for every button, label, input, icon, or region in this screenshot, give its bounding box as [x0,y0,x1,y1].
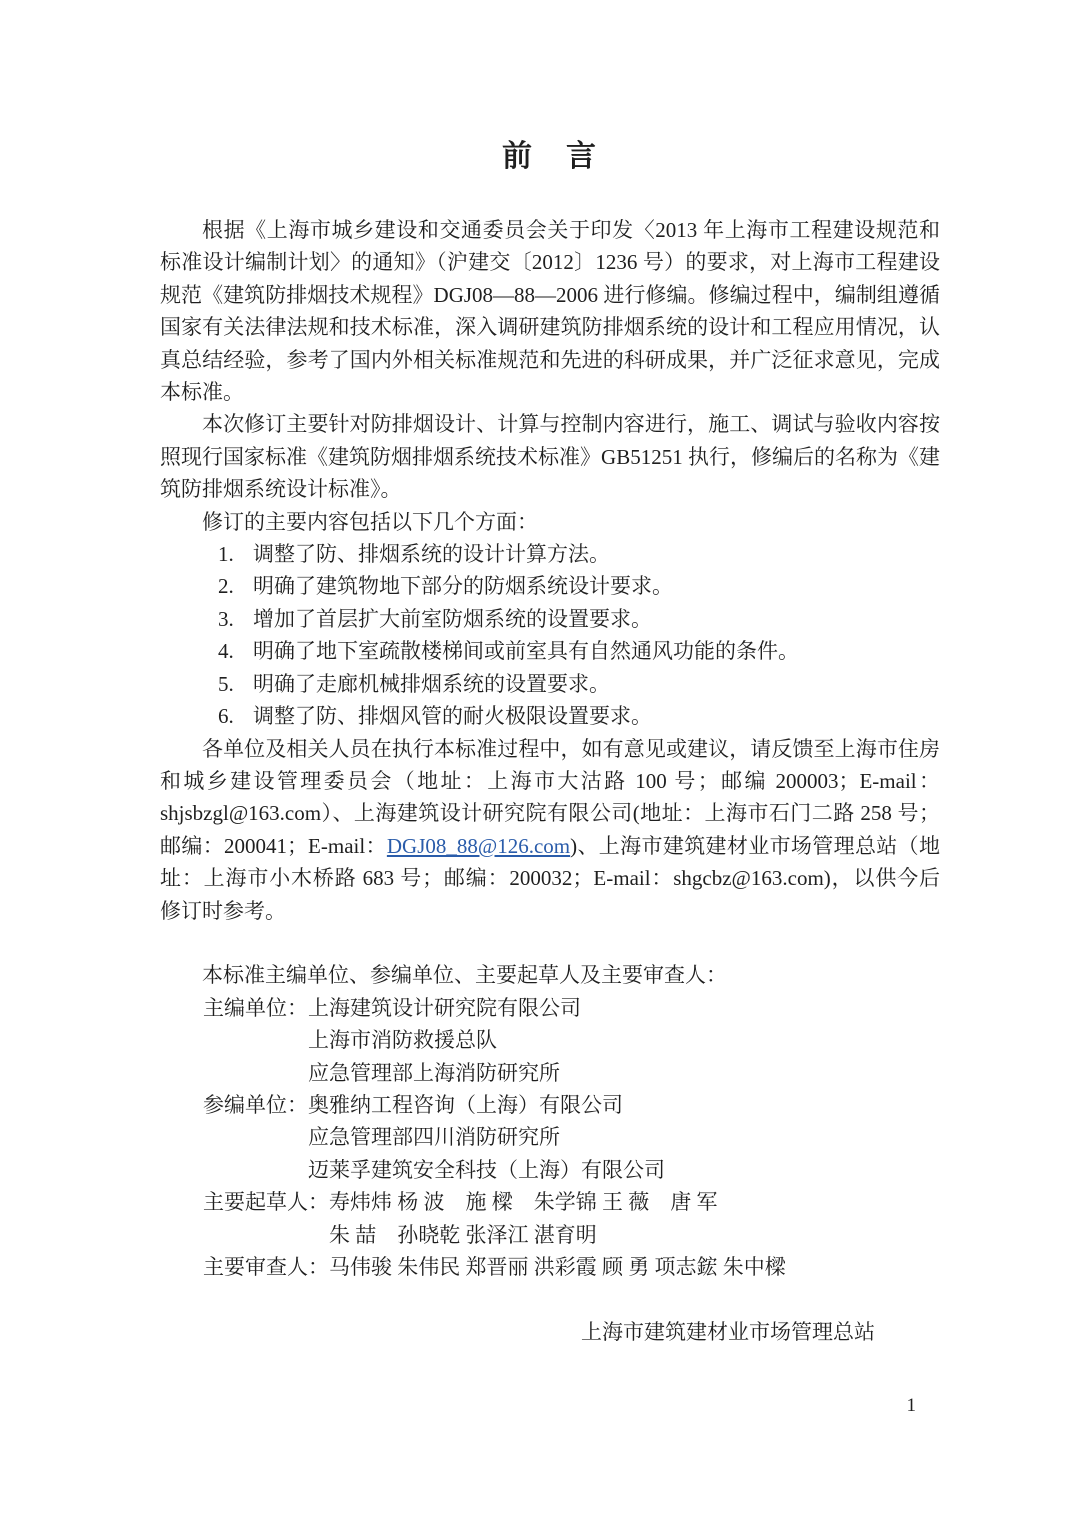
list-item-number: 5. [218,671,234,696]
revision-list [160,538,940,732]
chief-editor-values [308,992,940,1089]
list-item-text: 明确了建筑物地下部分的防烟系统设计要求。 [253,574,673,599]
reviewers-label: 主要审查人： [203,1254,329,1279]
page-content [160,140,940,1348]
organization-name: 应急管理部上海消防研究所 [308,1060,560,1085]
list-item-number: 3. [218,606,234,631]
list-item [160,668,940,700]
feedback-text-before-link: 各单位及相关人员在执行本标准过程中，如有意见或建议，请反馈至上海市住房和城乡建设管理委员会（地址：上海市大沽路 100 号；邮编 200003；E-mail：shjsbzgl@163.com）、上海建筑设计研究院有限公司(地址：上海市石门二路 258 号；邮编：200041；E-mail： [160,736,940,858]
drafters-names [329,1186,940,1251]
page-title: 前 言 [502,140,598,173]
list-item [160,635,940,667]
list-item [160,700,940,732]
list-item-text: 增加了首层扩大前室防烟系统的设置要求。 [253,606,652,631]
chief-editor-label: 主编单位： [203,995,308,1020]
paragraph-basis: 根据《上海市城乡建设和交通委员会关于印发〈2013 年上海市工程建设规范和标准设计编制计划〉的通知》（沪建交〔2012〕1236 号）的要求，对上海市工程建设规范《建筑防排烟技术规程》DGJ08—88—2006 进行修编。修编过程中，编制组遵循国家有关法律法规和技术标准，深入调研建筑防排烟系统的设计和工程应用情况，认真总结经验，参考了国内外相关标准规范和先进的科研成果，并广泛征求意见，完成本标准。 [160,218,940,405]
organization-name: 迈莱孚建筑安全科技（上海）有限公司 [308,1157,665,1182]
co-editor-values [308,1089,940,1186]
list-item-number: 6. [218,704,234,729]
list-item [160,538,940,570]
co-editor-label: 参编单位： [203,1092,308,1117]
feedback-text-after-link: )、上海市建筑建材业市场管理总站（地址：上海市小木桥路 683 号；邮编：200032；E-mail：shgcbz@163.com)，以供今后修订时参考。 [160,833,940,923]
list-item-number: 1. [218,542,234,567]
list-item-text: 明确了走廊机械排烟系统的设置要求。 [253,671,610,696]
email-link[interactable]: DGJ08_88@126.com [386,833,571,858]
co-editor-row [203,1089,940,1186]
credits-intro: 本标准主编单位、参编单位、主要起草人及主要审查人： [202,963,727,988]
issuing-organization-signature: 上海市建筑建材业市场管理总站 [581,1319,875,1344]
drafters-label: 主要起草人： [203,1190,329,1215]
list-item [160,570,940,602]
organization-name: 上海市消防救援总队 [308,1028,497,1053]
page-number: 1 [906,1395,916,1416]
list-item [160,603,940,635]
paragraph-revision-scope: 本次修订主要针对防排烟设计、计算与控制内容进行，施工、调试与验收内容按照现行国家标准《建筑防烟排烟系统技术标准》GB51251 执行，修编后的名称为《建筑防排烟系统设计标准》。 [160,412,940,502]
list-item-number: 4. [218,639,234,664]
organization-name: 上海建筑设计研究院有限公司 [308,995,581,1020]
drafter-names-line: 寿炜炜 杨 波 施 樑 朱学锦 王 薇 唐 军 [329,1190,718,1215]
reviewers-row [203,1251,940,1283]
paragraph-feedback [160,733,940,927]
drafters-row [203,1186,940,1251]
list-item-number: 2. [218,574,234,599]
spacer [160,1283,940,1315]
organization-name: 奥雅纳工程咨询（上海）有限公司 [308,1092,623,1117]
spacer [160,927,940,959]
revision-list-intro: 修订的主要内容包括以下几个方面： [202,509,538,534]
drafter-names-line: 朱 喆 孙晓乾 张泽江 湛育明 [329,1222,597,1247]
reviewer-names [329,1251,940,1283]
organization-name: 应急管理部四川消防研究所 [308,1125,560,1150]
list-item-text: 明确了地下室疏散楼梯间或前室具有自然通风功能的条件。 [253,639,799,664]
list-item-text: 调整了防、排烟风管的耐火极限设置要求。 [253,704,652,729]
reviewer-names-line: 马伟骏 朱伟民 郑晋丽 洪彩霞 顾 勇 项志鋐 朱中樑 [329,1254,786,1279]
list-item-text: 调整了防、排烟系统的设计计算方法。 [253,542,610,567]
chief-editor-row [203,992,940,1089]
